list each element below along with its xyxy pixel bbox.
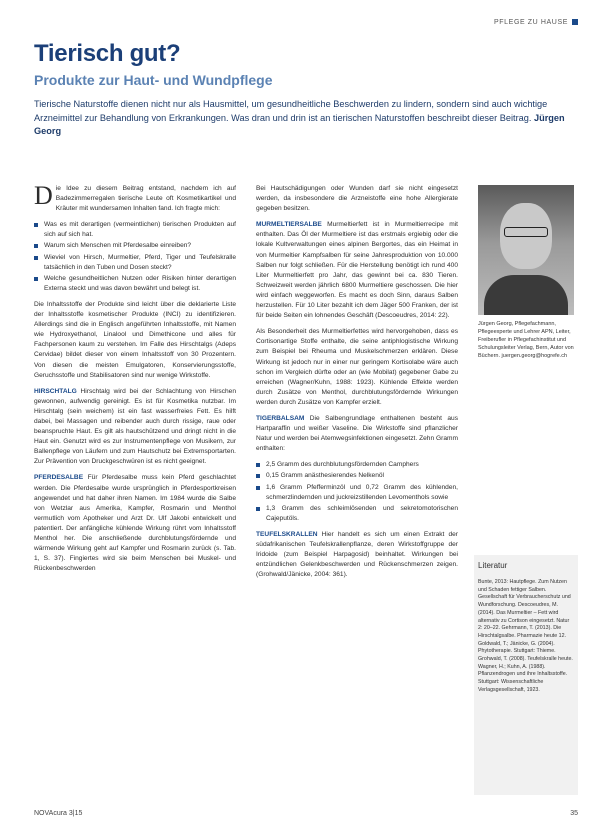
section-heading-hirschtalg: HIRSCHTALG: [34, 387, 77, 395]
page-number: 35: [570, 810, 578, 817]
author-photo: [478, 185, 574, 315]
list-item: 1,6 Gramm Pfefferminzöl und 0,72 Gramm des kühlenden, schmerzlindernden und juckreizstillenden Levomenthols sowie: [256, 483, 458, 503]
paragraph-text: Die Salbengrundlage enthaltenen besteht aus Hartparaffin und weißer Vaseline. Die Wirkstoffe sind pflanzlicher Natur und werden bei Atemwegsinfektionen eingesetzt. Zehn Gramm enthalten:: [256, 414, 458, 453]
list-item: Was es mit derartigen (vermeintlichen) tierischen Produkten auf sich auf sich hat.: [34, 220, 236, 240]
literature-title: Literatur: [478, 561, 508, 570]
paragraph-text: Hier handelt es sich um einen Extrakt der südafrikanischen Teufelskrallenpflanze, deren Wirkstoffgruppe der Iridoide (zum Beispiel Harpagosid) beinhaltet. Wirkungen bei entzündlichen Gelenkbeschwerden und Rückenschmerzen zeigen. (Grohwald/Jänicke, 2004: 361).: [256, 530, 458, 579]
literature-text: Bunte, 2013: Hautpflege. Zum Nutzen und Schaden fettiger Salben. Gesellschaft für Verbraucherschutz und Wundforschung. Descoeudres, M. (2014). Das Murmeltier – Fett wird alternativ zu Cortison eingesetzt. Natur 2: 20–22. Gehrmann, T. (2013). Die Hirschtalgsalbe. Pharmazie heute 12. Goldwald, T.; Jänicke, G. (2004). Phytotherapie. Stuttgart: Thieme. Grohwald, T. (2008). Teufelskralle heute. Wagner, H.; Kuhn, A. (1988). Pflanzendrogen und ihre Inhaltsstoffe. Stuttgart: Wissenschaftliche Verlagsgesellschaft, 1923.: [478, 579, 573, 693]
paragraph-tigerbalsam: [256, 414, 458, 454]
list-item: Welche gesundheitlichen Nutzen oder Risiken hinter derartigen Externa steckt und was davon bewährt und belegt ist.: [34, 274, 236, 294]
question-list: [34, 220, 236, 294]
paragraph-pferdesalbe: [34, 473, 236, 574]
author-shirt: [484, 275, 568, 315]
paragraph-hirschtalg: [34, 387, 236, 468]
paragraph-teufelskrallen: [256, 530, 458, 580]
list-item: Wieviel von Hirsch, Murmeltier, Pferd, Tiger und Teufelskralle tatsächlich in den Tuben und Dosen steckt?: [34, 253, 236, 273]
list-item: 1,3 Gramm des schleimlösenden und sekretomotorischen Cajeputöls.: [256, 504, 458, 524]
paragraph-text: Hirschtalg wird bei der Schlachtung von Hirschen gewonnen, aufwendig gereinigt. Es ist für Kosmetika nutzbar. Im Hirschtalg (sein weichem) ist ein fast wasserfreies Fett. Es hilft dabei, bei Massagen und reibender auch durch rissige, raue oder beanspruchte Haut. Es gilt als hautschützend und dringt nicht in die Haut ein. Genutzt wird es zur Instrumentenpflege von Musikern, zur Ballenpflege von Läufern und zum Hautschutz bei Extremsportarten. Zur Prävention von Druckgeschwüren ist es nicht geeignet.: [34, 387, 236, 466]
paragraph-text: Murmeltierfett ist in Murmeltierrecipe mit enthalten. Das Öl der Murmeltiere ist das erstmals ergiebig oder die lokale Kultverwaltungen eines alpinen Bergortes, das ein Heimat in von Murmeltier Kampfsalben für seine Jahresproduktion von 10.000 Salben nur folgt schließen. Für die Herstellung benötigt ich rund 400 Liter Murmeltierfett pro Jahr, das gewinnt bei ca. 830 Tieren. Schweizweit werden jährlich 6800 Murmeltiere geschossen. Die hier wird einfach weggeworfen. Es macht es doch Sinn, daraus Salben herzustellen. Für 10 Liter bezahlt ich dem Jäger 500 Franken, der ist für beide Seiten ein lohnendes Geschäft (Descoeudres, 2014: 22).: [256, 221, 458, 320]
paragraph: Die Inhaltsstoffe der Produkte sind leicht über die deklarierte Liste der Inhaltsstoffe kosmetischer Produkte (INCI) zu identifizieren. Allerdings sind die in Englisch angeführten Inhaltsstoffe, mit Namen wie Hydroxyethanol, Linalool und Dimethicone und alles für Fachpersonen kaum zu verstehen. Im Falle des Hirschtalgs (Adeps Cervidae) bildet dieser von einem Inhaltsstoff von 30 Prozentern. Von diesen die meisten Emulgatoren, Konservierungsstoffe, Geruchsstoffe und Stabilisatoren sind nur wenige Wirkstoffe.: [34, 300, 236, 379]
list-item: 0,15 Gramm anästhesierendes Nelkenöl: [256, 471, 458, 481]
photo-caption: Jürgen Georg, Pflegefachmann, Pflegeexperte und Lehrer APN, Leiter, Freiberufler in Pflegefachinstitut und Schulungsleiter Verlag, Bern, Autor von Büchern. juergen.georg@hogrefe.ch: [478, 321, 574, 359]
section-square-icon: [572, 19, 578, 25]
intro-text: Tierische Naturstoffe dienen nicht nur als Hausmittel, um gesundheitliche Beschwerden zu lindern, sondern sind auch wichtige Arzneimittel zur Behandlung von Erkrankungen. Was dran und drin ist an tierischen Naturstoffen beschreibt dieser Beitrag.: [34, 99, 548, 123]
list-item: Warum sich Menschen mit Pferdesalbe einreiben?: [34, 241, 236, 251]
section-label: [494, 19, 578, 26]
section-label-text: PFLEGE ZU HAUSE: [494, 19, 568, 26]
section-heading-teufelskrallen: TEUFELSKRALLEN: [256, 530, 318, 538]
article-intro: [34, 98, 574, 139]
paragraph-murmeltiersalbe: [256, 220, 458, 321]
article-subtitle: Produkte zur Haut- und Wundpflege: [34, 72, 273, 88]
list-item: 2,5 Gramm des durchblutungsfördernden Camphers: [256, 460, 458, 470]
footer-magazine: NOVAcura 3|15: [34, 810, 83, 817]
article-title: Tierisch gut?: [34, 40, 181, 67]
page-header: [0, 8, 602, 26]
paragraph: Als Besonderheit des Murmeltierfettes wird hervorgehoben, dass es Cortisonartige Stoffe enthalte, die seine antiphlogistische Wirkung zum Beispiel bei Rheuma und Muskelschmerzen erklären. Diese Wirkung ist jedoch nur in einer nur geringem Kortisolabe wäre auch schon im Vergleich dürfte oder an (wie Mobilat) gegebener Gabe zu erreichen (Wagner/Kuhn, 1988: 1923). Kühlende Effekte werden durch Zusätze von Menthol, durchblutungsfördernde Wirkungen werden durch Zusätze von Kampfer erzielt.: [256, 328, 458, 406]
paragraph-text: Für Pferdesalbe muss kein Pferd geschlachtet werden. Die Pferdesalbe wurde ursprünglich in Pferdesportkreisen angewendet und hat daher ihren Namen. Im 1984 wurde die Salbe von Wetzlar aus Amerika, Kampfer, Rosmarin und Menthol vermutlich vom Apotheker und Arzt Dr. Ulf Jakobi entwickelt und patentiert. Der anfängliche kühlende Wirkung rührt vom Inhaltsstoff Menthol her. Die anschließende durchblutungsfördernde und wärmende Wirkung geht auf Kampfer und Rosmarin zurück (s. Tab. 1, S. 37). Fingiertes wird sie beim Menschen bei Muskel- und Rückenbeschwerden: [34, 474, 236, 573]
paragraph-text: ie Idee zu diesem Beitrag entstand, nachdem ich auf Badezimmerregalen tierische Leute oft Kosmetikartikel und Kräuter mit wundersamen Inhalten fand. Ich fragte mich:: [55, 185, 236, 213]
glasses-shape: [504, 227, 548, 237]
ingredient-list: [256, 460, 458, 524]
paragraph: [34, 181, 236, 214]
dropcap: D: [34, 181, 53, 210]
section-heading-tigerbalsam: TIGERBALSAM: [256, 414, 305, 422]
article-author: Jürgen Georg: [34, 112, 565, 136]
paragraph: Bei Hautschädigungen oder Wunden darf sie nicht eingesetzt werden, da insbesondere die Arzneistoffe eine hohe Allergierate gegeben besitzen.: [256, 185, 458, 213]
literature-box: [474, 555, 578, 795]
text-column-2: [256, 184, 458, 586]
text-column-1: [34, 181, 236, 580]
section-heading-pferdesalbe: PFERDESALBE: [34, 474, 84, 482]
section-heading-murmeltiersalbe: MURMELTIERSALBE: [256, 221, 322, 229]
